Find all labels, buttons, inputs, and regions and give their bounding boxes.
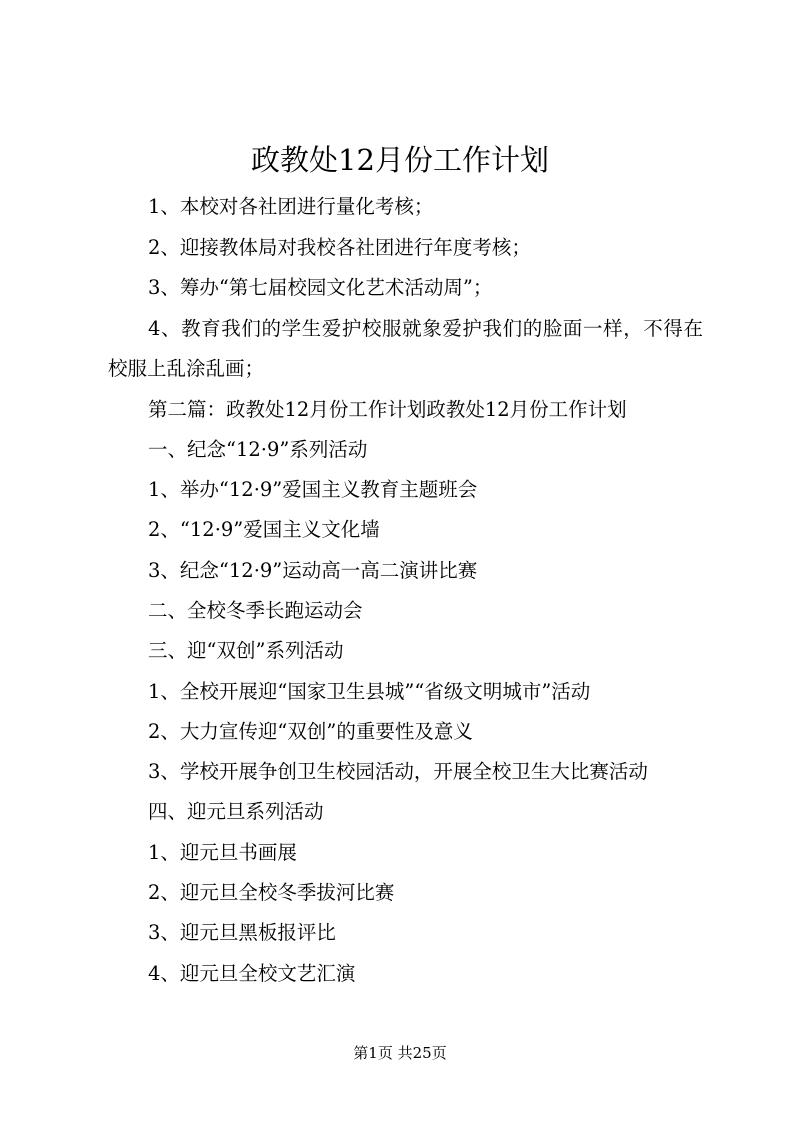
document-title: 政教处12月份工作计划 [251,143,549,177]
list-item: 2、迎元旦全校冬季拔河比赛 [148,881,395,904]
paragraph-item-1: 1、本校对各社团进行量化考核； [148,195,434,218]
list-item: 3、迎元旦黑板报评比 [148,921,336,944]
list-item: 3、学校开展争创卫生校园活动，开展全校卫生大比赛活动 [148,760,648,783]
paragraph-second-article-heading: 第二篇：政教处12月份工作计划政教处12月份工作计划 [148,398,627,421]
list-item: 2、“12·9”爱国主义文化墙 [148,518,380,541]
list-item: 4、迎元旦全校文艺汇演 [148,962,356,985]
section-heading-1: 一、纪念“12·9”系列活动 [148,438,368,461]
section-heading-4: 四、迎元旦系列活动 [148,800,324,823]
list-item: 1、举办“12·9”爱国主义教育主题班会 [148,478,478,501]
section-heading-3: 三、迎“双创”系列活动 [148,639,344,662]
section-heading-2: 二、全校冬季长跑运动会 [148,599,363,622]
list-item: 2、大力宣传迎“双创”的重要性及意义 [148,720,473,743]
paragraph-item-3: 3、筹办“第七届校园文化艺术活动周”； [148,276,493,299]
paragraph-item-2: 2、迎接教体局对我校各社团进行年度考核； [148,236,531,259]
list-item: 1、全校开展迎“国家卫生县城”“省级文明城市”活动 [148,680,591,703]
page-footer: 第1页 共25页 [353,1044,447,1062]
paragraph-item-4: 4、教育我们的学生爱护校服就象爱护我们的脸面一样，不得在校服上乱涂乱画； [108,317,703,380]
list-item: 1、迎元旦书画展 [148,841,297,864]
list-item: 3、纪念“12·9”运动高一高二演讲比赛 [148,559,478,582]
